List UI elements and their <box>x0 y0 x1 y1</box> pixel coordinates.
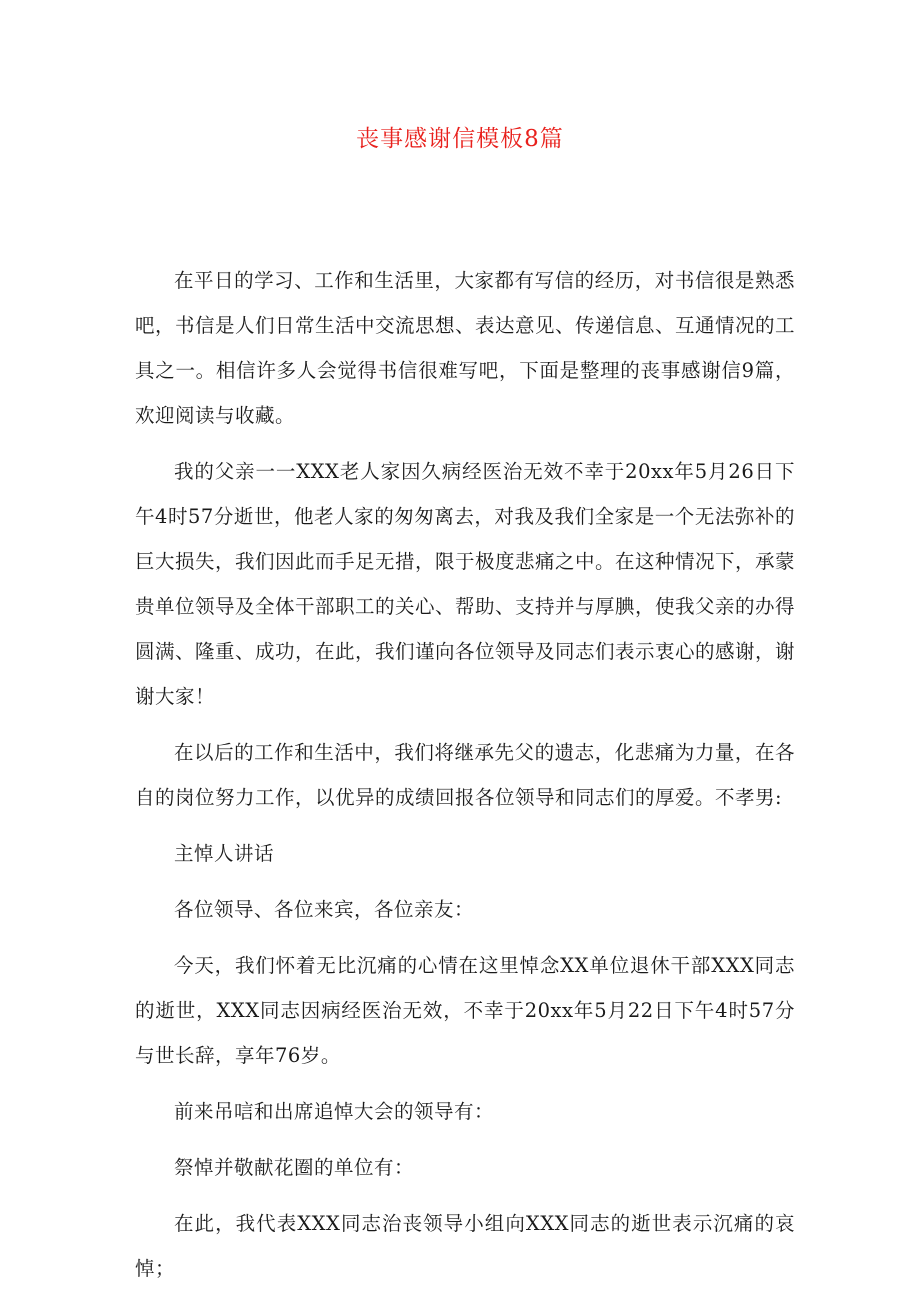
paragraph-wreaths: 祭悼并敬献花圈的单位有： <box>174 1156 415 1179</box>
paragraph-father: 我的父亲一一XXX老人家因久病经医治无效不幸于20xx年5月26日下午4时57分逝世，他老人家的匆匆离去，对我及我们全家是一个无法弥补的巨大损失，我们因此而手足无措，限于极度悲痛之中。在这种情况下，承蒙贵单位领导及全体干部职工的关心、帮助、支持并与厚腆，使我父亲的办得圆满、隆重、成功，在此，我们谨向各位领导及同志们表示衷心的感谢，谢谢大家！ <box>135 460 796 708</box>
paragraph-speech-heading: 主悼人讲话 <box>174 842 275 865</box>
paragraph-today: 今天，我们怀着无比沉痛的心情在这里悼念XX单位退休干部XXX同志的逝世，XXX同志因病经医治无效，不幸于20xx年5月22日下午4时57分与世长辞，享年76岁。 <box>135 954 795 1067</box>
paragraph-intro: 在平日的学习、工作和生活里，大家都有写信的经历，对书信很是熟悉吧，书信是人们日常生活中交流思想、表达意见、传递信息、互通情况的工具之一。相信许多人会觉得书信很难写吧，下面是整理的丧事感谢信9篇，欢迎阅读与收藏。 <box>135 269 796 427</box>
document-body <box>135 258 795 1302</box>
paragraph-mourning: 在此，我代表XXX同志治丧领导小组向XXX同志的逝世表示沉痛的哀悼； <box>135 1212 795 1280</box>
paragraph-future: 在以后的工作和生活中，我们将继承先父的遗志，化悲痛为力量，在各自的岗位努力工作，以优异的成绩回报各位领导和同志们的厚爱。不孝男: <box>135 741 795 809</box>
paragraph-greeting: 各位领导、各位来宾，各位亲友： <box>174 898 475 921</box>
paragraph-leaders: 前来吊唁和出席追悼大会的领导有： <box>174 1100 495 1123</box>
document-title: 丧事感谢信模板8篇 <box>356 126 564 152</box>
